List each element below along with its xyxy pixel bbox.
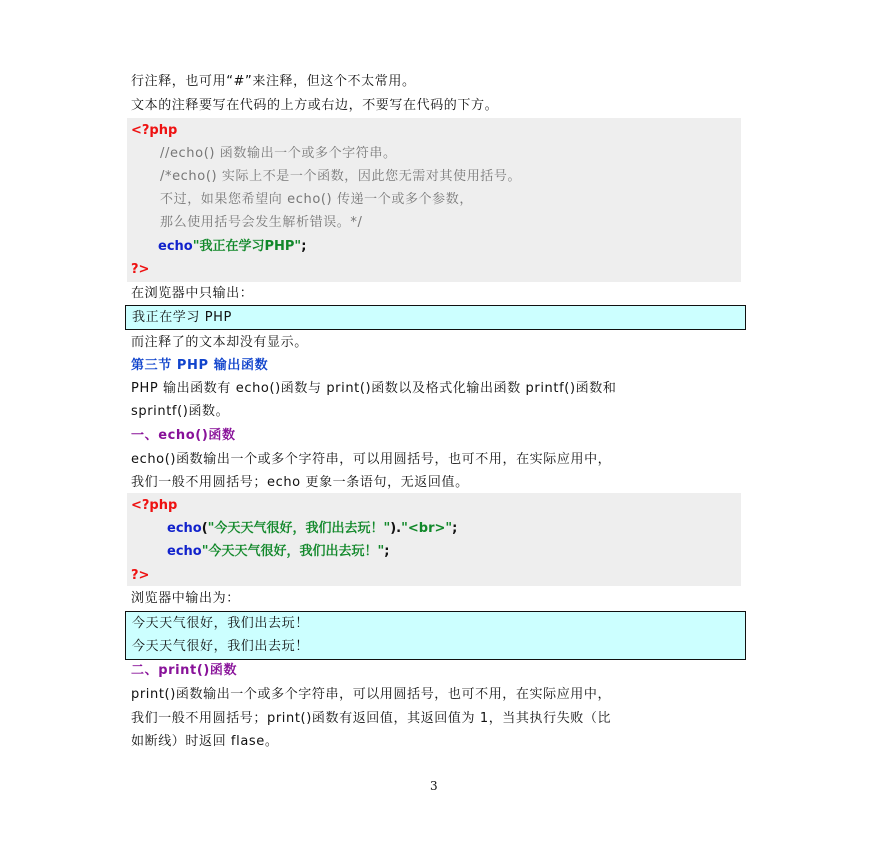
code-echo-line — [158, 238, 306, 256]
paragraph: 我们一般不用圆括号；echo 更象一条语句，无返回值。 — [131, 475, 469, 490]
code-comment: 那么使用括号会发生解析错误。*/ — [160, 215, 363, 230]
paragraph: 如断线）时返回 flase。 — [131, 734, 279, 749]
semicolon: ; — [301, 239, 307, 254]
code-echo-line — [167, 543, 389, 561]
paragraph: PHP 输出函数有 echo()函数与 print()函数以及格式化输出函数 printf()函数和 — [131, 381, 617, 396]
paren: ( — [201, 521, 208, 536]
output-box-1 — [125, 305, 746, 330]
output-line: 我正在学习 PHP — [132, 310, 232, 325]
php-open-tag: <?php — [131, 123, 178, 138]
php-close-tag: ?> — [131, 262, 150, 277]
echo-keyword: echo — [167, 544, 202, 559]
echo-keyword: echo — [167, 521, 202, 536]
string-literal: "我正在学习PHP" — [192, 239, 302, 254]
string-literal: "今天天气很好，我们出去玩！" — [201, 544, 385, 559]
semicolon: ; — [384, 544, 390, 559]
echo-keyword: echo — [158, 239, 193, 254]
paragraph: echo()函数输出一个或多个字符串，可以用圆括号，也可不用，在实际应用中， — [131, 452, 612, 467]
code-block-2 — [127, 493, 741, 586]
paragraph: print()函数输出一个或多个字符串，可以用圆括号，也可不用，在实际应用中， — [131, 687, 612, 702]
code-comment: 不过，如果您希望向 echo() 传递一个或多个参数， — [160, 192, 473, 207]
paragraph: 行注释，也可用“#”来注释，但这个不太常用。 — [131, 74, 416, 89]
paragraph: sprintf()函数。 — [131, 404, 230, 419]
code-echo-line — [167, 520, 457, 538]
section-heading: 第三节 PHP 输出函数 — [131, 358, 269, 373]
paragraph: 文本的注释要写在代码的上方或右边，不要写在代码的下方。 — [131, 98, 499, 113]
subsection-heading: 二、print()函数 — [131, 663, 238, 678]
php-close-tag: ?> — [131, 568, 150, 583]
code-comment: /*echo() 实际上不是一个函数，因此您无需对其使用括号。 — [160, 169, 522, 184]
page-number: 3 — [430, 779, 438, 793]
output-line: 今天天气很好，我们出去玩！ — [132, 639, 309, 654]
paragraph: 在浏览器中只输出： — [131, 286, 254, 301]
paragraph: 而注释了的文本却没有显示。 — [131, 335, 308, 350]
paragraph: 我们一般不用圆括号；print()函数有返回值，其返回值为 1，当其执行失败（比 — [131, 711, 612, 726]
subsection-heading: 一、echo()函数 — [131, 428, 236, 443]
code-block-1 — [127, 118, 741, 282]
code-comment: //echo() 函数输出一个或多个字符串。 — [160, 146, 397, 161]
concat-dot: ). — [390, 521, 402, 536]
output-box-2 — [125, 611, 746, 660]
string-literal: "<br>" — [401, 521, 453, 536]
string-literal: "今天天气很好，我们出去玩！" — [207, 521, 391, 536]
output-line: 今天天气很好，我们出去玩！ — [132, 616, 309, 631]
php-open-tag: <?php — [131, 498, 178, 513]
semicolon: ; — [452, 521, 458, 536]
paragraph: 浏览器中输出为： — [131, 591, 240, 606]
